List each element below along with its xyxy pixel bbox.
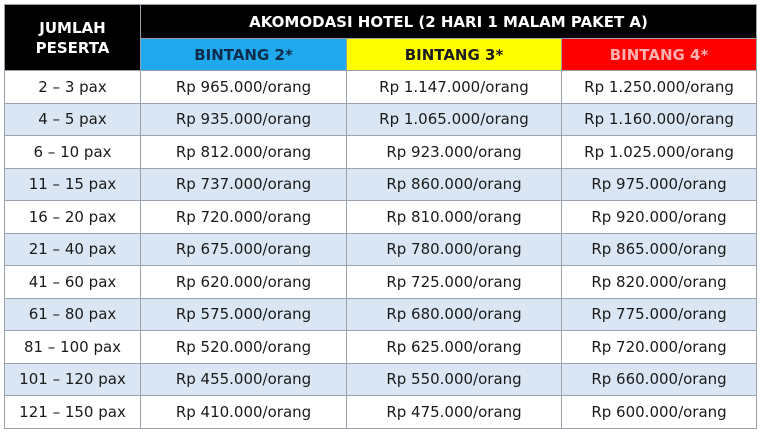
header-bintang-4: BINTANG 4* — [562, 39, 757, 71]
price-bintang-4: Rp 920.000/orang — [562, 201, 757, 234]
pax-cell: 4 – 5 pax — [5, 103, 141, 136]
price-table-body — [5, 71, 757, 429]
price-bintang-2: Rp 965.000/orang — [141, 71, 347, 104]
pax-cell: 6 – 10 pax — [5, 136, 141, 169]
price-bintang-3: Rp 810.000/orang — [347, 201, 562, 234]
price-bintang-2: Rp 812.000/orang — [141, 136, 347, 169]
price-bintang-2: Rp 455.000/orang — [141, 363, 347, 396]
price-bintang-4: Rp 660.000/orang — [562, 363, 757, 396]
price-bintang-4: Rp 720.000/orang — [562, 331, 757, 364]
pax-cell: 101 – 120 pax — [5, 363, 141, 396]
table-row — [5, 331, 757, 364]
table-row — [5, 71, 757, 104]
pax-cell: 21 – 40 pax — [5, 233, 141, 266]
price-bintang-3: Rp 780.000/orang — [347, 233, 562, 266]
price-bintang-3: Rp 475.000/orang — [347, 396, 562, 429]
header-bintang-3: BINTANG 3* — [347, 39, 562, 71]
price-bintang-3: Rp 625.000/orang — [347, 331, 562, 364]
price-bintang-4: Rp 600.000/orang — [562, 396, 757, 429]
header-bintang-2: BINTANG 2* — [141, 39, 347, 71]
price-bintang-4: Rp 1.025.000/orang — [562, 136, 757, 169]
table-row — [5, 233, 757, 266]
pax-cell: 81 – 100 pax — [5, 331, 141, 364]
price-table — [4, 4, 757, 429]
header-jumlah-peserta-label: JUMLAH PESERTA — [35, 18, 110, 57]
price-bintang-2: Rp 520.000/orang — [141, 331, 347, 364]
price-bintang-4: Rp 1.160.000/orang — [562, 103, 757, 136]
header-akomodasi-title: AKOMODASI HOTEL (2 HARI 1 MALAM PAKET A) — [141, 5, 757, 39]
price-bintang-4: Rp 775.000/orang — [562, 298, 757, 331]
table-row — [5, 103, 757, 136]
table-row — [5, 298, 757, 331]
price-bintang-2: Rp 935.000/orang — [141, 103, 347, 136]
price-bintang-2: Rp 737.000/orang — [141, 168, 347, 201]
pax-cell: 2 – 3 pax — [5, 71, 141, 104]
table-row — [5, 363, 757, 396]
price-bintang-4: Rp 975.000/orang — [562, 168, 757, 201]
price-bintang-3: Rp 680.000/orang — [347, 298, 562, 331]
price-bintang-2: Rp 575.000/orang — [141, 298, 347, 331]
table-row — [5, 201, 757, 234]
price-bintang-3: Rp 725.000/orang — [347, 266, 562, 299]
table-row — [5, 168, 757, 201]
pax-cell: 16 – 20 pax — [5, 201, 141, 234]
price-bintang-3: Rp 550.000/orang — [347, 363, 562, 396]
header-jumlah-peserta — [5, 5, 141, 71]
price-bintang-2: Rp 410.000/orang — [141, 396, 347, 429]
table-row — [5, 266, 757, 299]
price-bintang-4: Rp 865.000/orang — [562, 233, 757, 266]
pax-cell: 61 – 80 pax — [5, 298, 141, 331]
price-bintang-3: Rp 1.147.000/orang — [347, 71, 562, 104]
table-row — [5, 136, 757, 169]
price-bintang-2: Rp 720.000/orang — [141, 201, 347, 234]
pax-cell: 41 – 60 pax — [5, 266, 141, 299]
price-bintang-2: Rp 675.000/orang — [141, 233, 347, 266]
price-bintang-2: Rp 620.000/orang — [141, 266, 347, 299]
price-bintang-4: Rp 1.250.000/orang — [562, 71, 757, 104]
pax-cell: 11 – 15 pax — [5, 168, 141, 201]
price-bintang-4: Rp 820.000/orang — [562, 266, 757, 299]
pax-cell: 121 – 150 pax — [5, 396, 141, 429]
price-bintang-3: Rp 860.000/orang — [347, 168, 562, 201]
table-row — [5, 396, 757, 429]
price-bintang-3: Rp 1.065.000/orang — [347, 103, 562, 136]
price-bintang-3: Rp 923.000/orang — [347, 136, 562, 169]
